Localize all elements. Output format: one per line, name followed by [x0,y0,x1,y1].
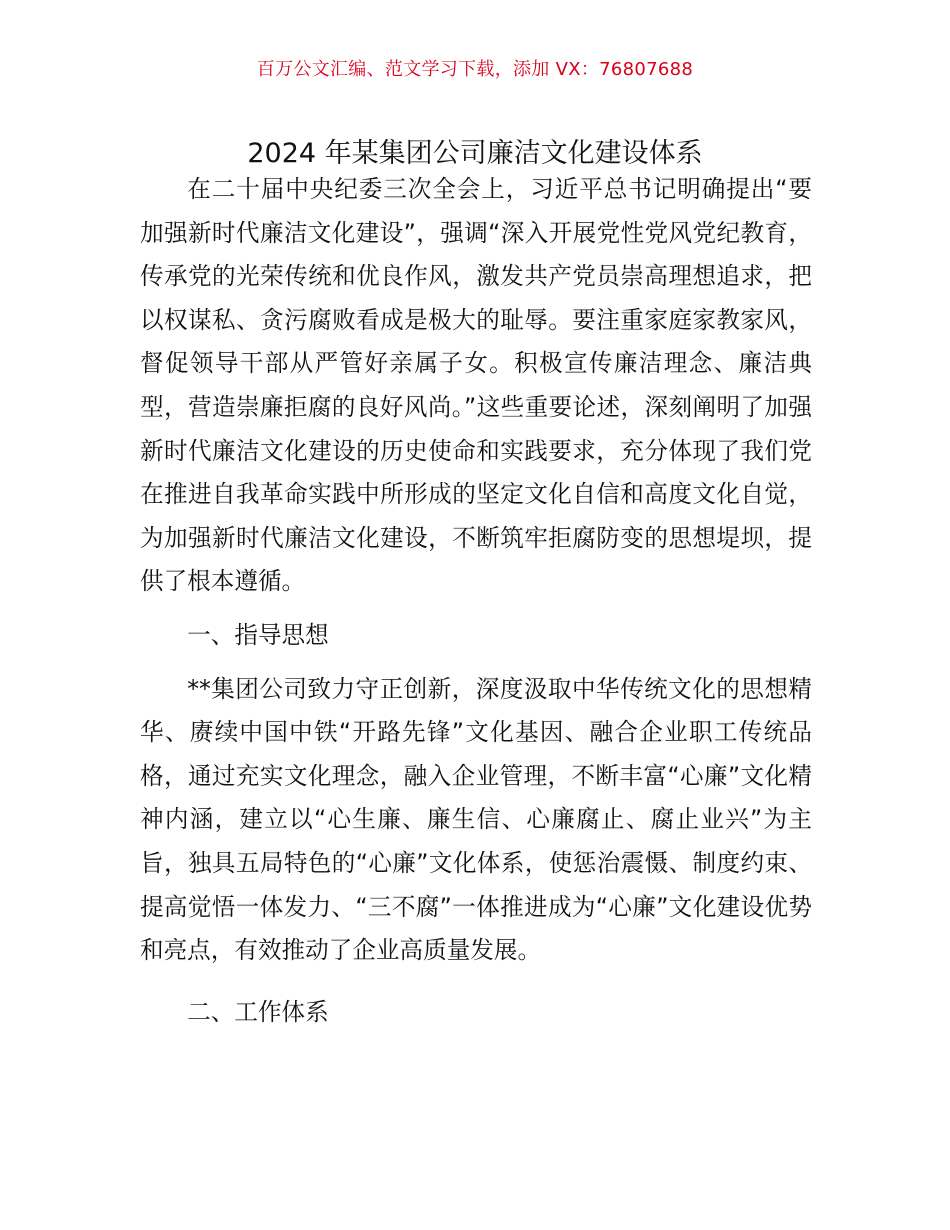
document-body [140,168,812,1034]
document-title: 2024 年某集团公司廉洁文化建设体系 [247,138,703,170]
intro-paragraph: 在二十届中央纪委三次全会上，习近平总书记明确提出“要加强新时代廉洁文化建设”，强调“深入开展党性党风党纪教育，传承党的光荣传统和优良作风，激发共产党员崇高理想追求，把以权谋私、贪污腐败看成是极大的耻辱。要注重家庭家教家风，督促领导干部从严管好亲属子女。积极宣传廉洁理念、廉洁典型，营造崇廉拒腐的良好风尚。”这些重要论述，深刻阐明了加强新时代廉洁文化建设的历史使命和实践要求，充分体现了我们党在推进自我革命实践中所形成的坚定文化自信和高度文化自觉，为加强新时代廉洁文化建设，不断筑牢拒腐防变的思想堤坝，提供了根本遵循。 [140,175,812,596]
header-watermark-note: 百万公文汇编、范文学习下载，添加 VX：76807688 [256,59,694,80]
guiding-ideology-paragraph: **集团公司致力守正创新，深度汲取中华传统文化的思想精华、赓续中国中铁“开路先锋”文化基因、融合企业职工传统品格，通过充实文化理念，融入企业管理，不断丰富“心廉”文化精神内涵，建立以“心生廉、廉生信、心廉腐止、腐止业兴”为主旨，独具五局特色的“心廉”文化体系，使惩治震慑、制度约束、提高觉悟一体发力、“三不腐”一体推进成为“心廉”文化建设优势和亮点，有效推动了企业高质量发展。 [140,674,812,965]
section-heading-work-system: 二、工作体系 [187,997,329,1026]
section-heading-guiding-ideology: 一、指导思想 [187,620,329,649]
